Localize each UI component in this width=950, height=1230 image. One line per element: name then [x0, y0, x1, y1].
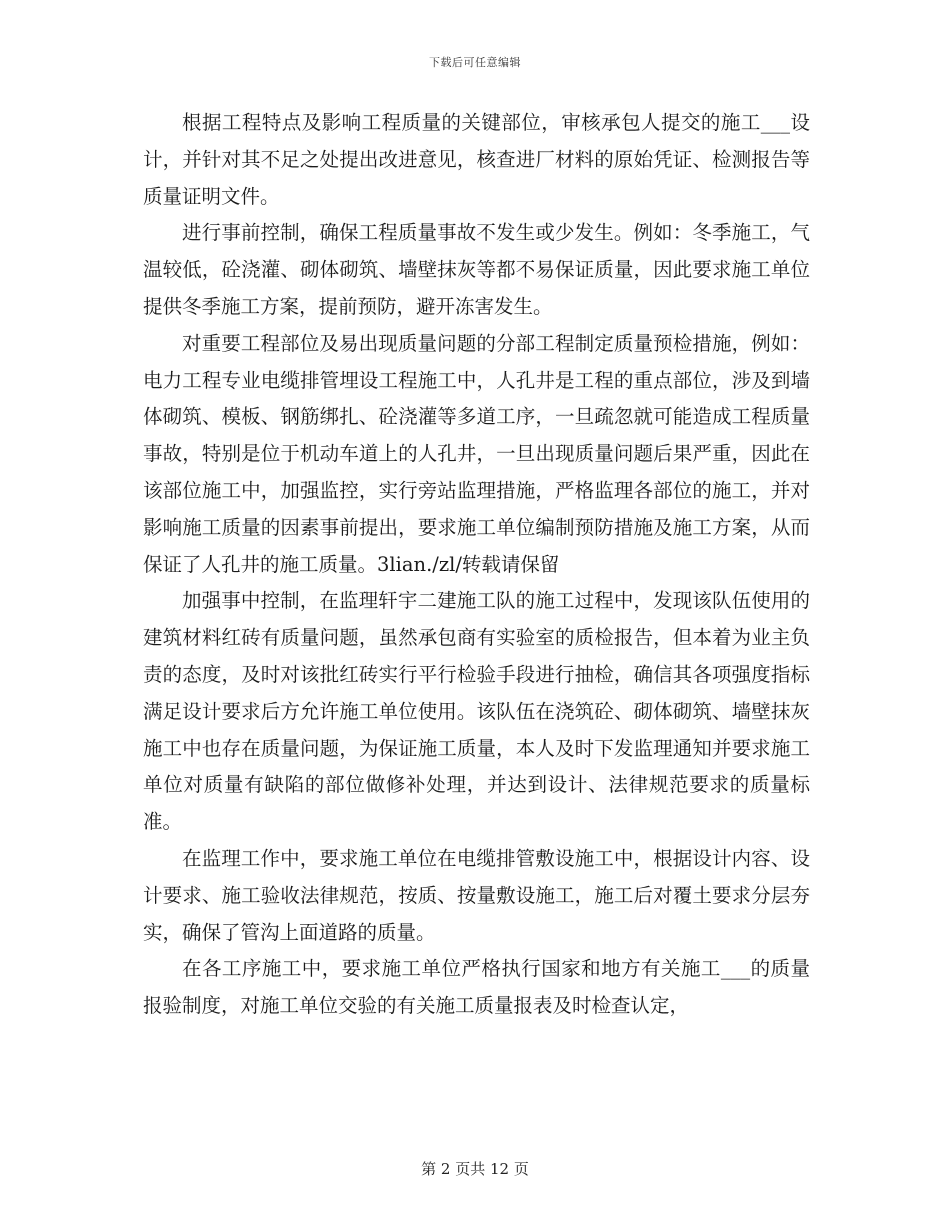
- paragraph-review-design: 根据工程特点及影响工程质量的关键部位，审核承包人提交的施工___设计，并针对其不足之处提出改进意见，核查进厂材料的原始凭证、检测报告等质量证明文件。: [143, 111, 810, 208]
- paragraph-in-process-control: 加强事中控制，在监理轩宇二建施工队的施工过程中，发现该队伍使用的建筑材料红砖有质量问题，虽然承包商有实验室的质检报告，但本着为业主负责的态度，及时对该批红砖实行平行检验手段进行抽检，确信其各项强度指标满足设计要求后方允许施工单位使用。该队伍在浇筑砼、砌体砌筑、墙壁抹灰施工中也存在质量问题，为保证施工质量，本人及时下发监理通知并要求施工单位对质量有缺陷的部位做修补处理，并达到设计、法律规范要求的质量标准。: [143, 589, 810, 834]
- paragraph-process-inspection: 在各工序施工中，要求施工单位严格执行国家和地方有关施工___的质量报验制度，对施工单位交验的有关施工质量报表及时检查认定，: [143, 957, 810, 1018]
- document-body: [143, 105, 810, 1025]
- page-number: 第 2 页共 12 页: [421, 1160, 529, 1178]
- paragraph-cable-duct-work: 在监理工作中，要求施工单位在电缆排管敷设施工中，根据设计内容、设计要求、施工验收法律规范，按质、按量敷设施工，施工后对覆土要求分层夯实，确保了管沟上面道路的质量。: [143, 846, 810, 944]
- paragraph-pre-control: 进行事前控制，确保工程质量事故不发生或少发生。例如：冬季施工，气温较低，砼浇灌、砌体砌筑、墙壁抹灰等都不易保证质量，因此要求施工单位提供冬季施工方案，提前预防，避开冻害发生。: [143, 221, 810, 318]
- paragraph-precheck-measures: 对重要工程部位及易出现质量问题的分部工程制定质量预检措施，例如：电力工程专业电缆排管埋设工程施工中，人孔井是工程的重点部位，涉及到墙体砌筑、模板、钢筋绑扎、砼浇灌等多道工序，一旦疏忽就可能造成工程质量事故，特别是位于机动车道上的人孔井，一旦出现质量问题后果严重，因此在该部位施工中，加强监控，实行旁站监理措施，严格监理各部位的施工，并对影响施工质量的因素事前提出，要求施工单位编制预防措施及施工方案，从而保证了人孔井的施工质量。3lian./zl/转载请保留: [143, 331, 810, 576]
- page-header-note: 下载后可任意编辑: [429, 56, 521, 69]
